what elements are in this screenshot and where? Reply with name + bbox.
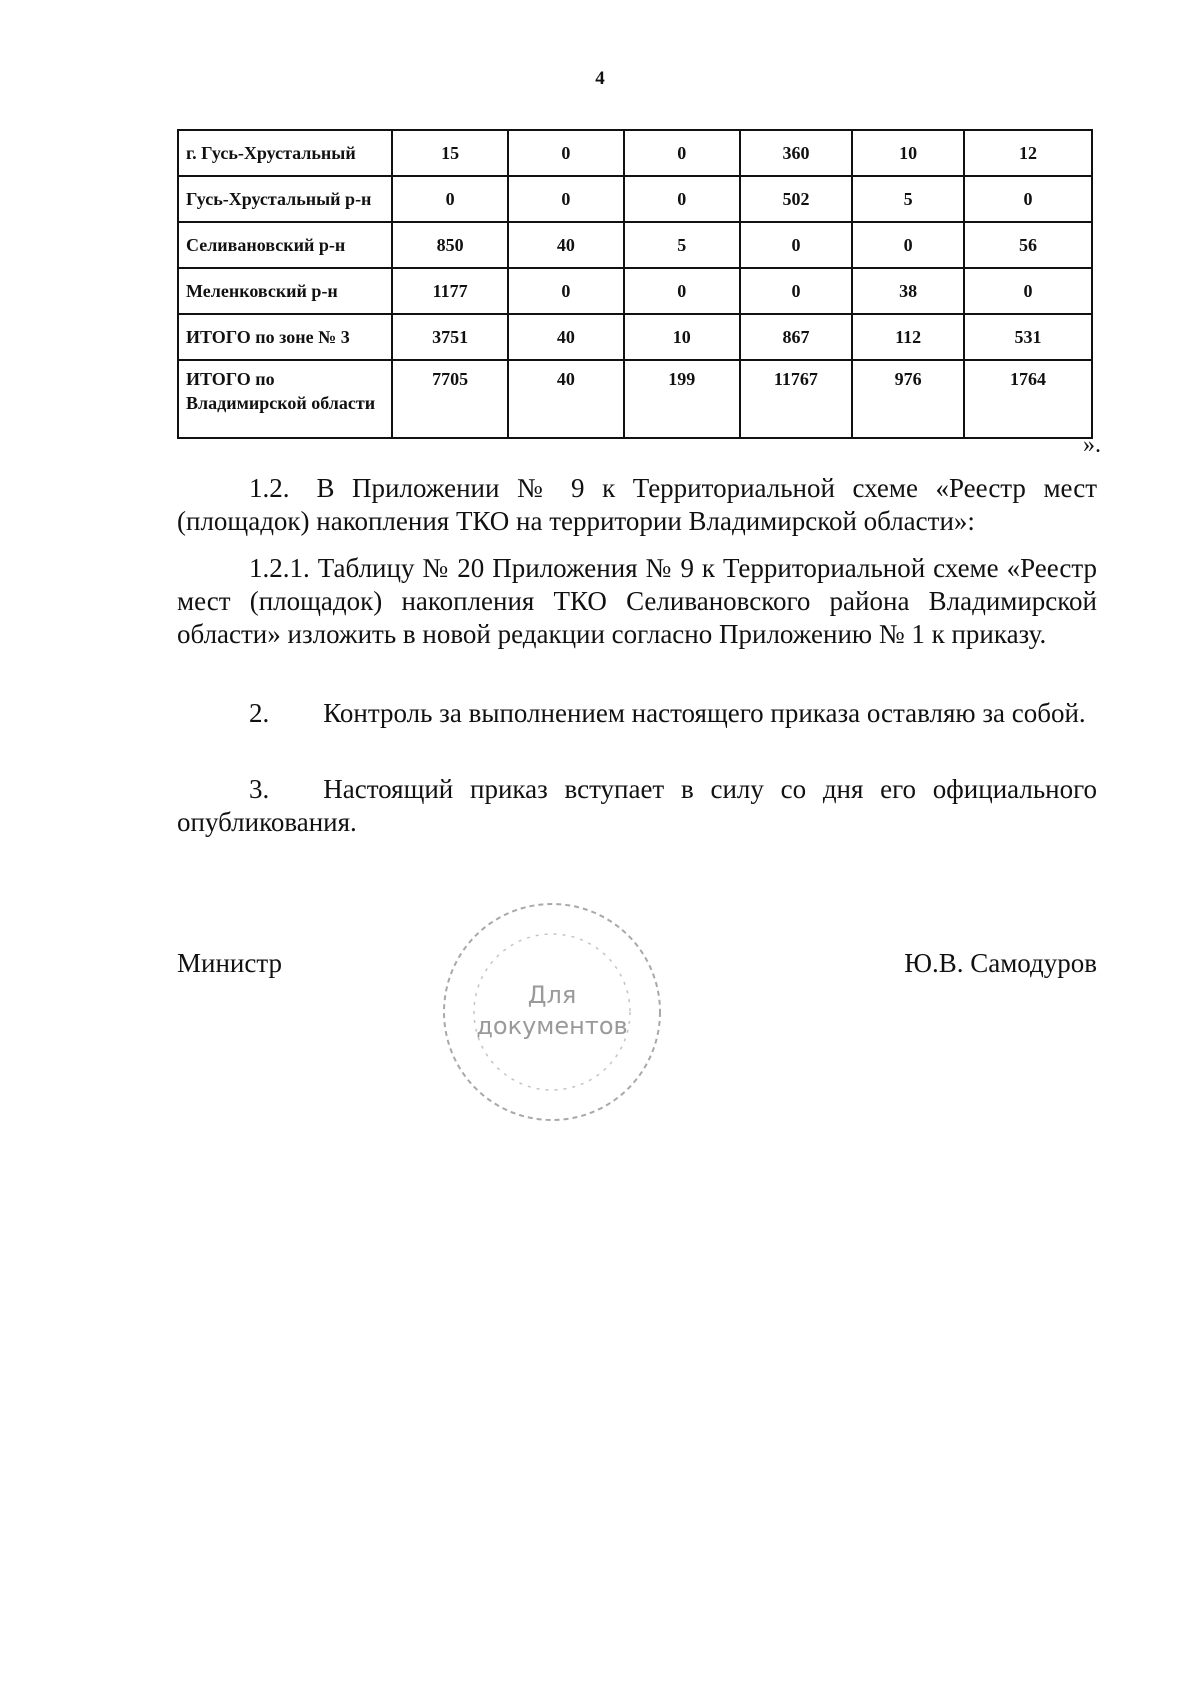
value-cell: 40	[508, 360, 624, 438]
value-cell: 0	[740, 268, 853, 314]
value-cell: 12	[964, 130, 1092, 176]
value-cell: 1764	[964, 360, 1092, 438]
signatory-title: Министр	[177, 948, 282, 978]
value-cell: 502	[740, 176, 853, 222]
stamp-text: Для	[527, 981, 577, 1009]
region-cell	[178, 360, 392, 438]
signatory-name: Ю.В. Самодуров	[904, 948, 1097, 978]
region-cell: Селивановский р-н	[178, 222, 392, 268]
table-row	[178, 176, 1092, 222]
paragraph-2: 2. Контроль за выполнением настоящего приказа оставляю за собой.	[249, 698, 1086, 728]
value-cell: 0	[964, 268, 1092, 314]
value-cell: 0	[508, 176, 624, 222]
value-cell: 850	[392, 222, 508, 268]
value-cell: 199	[624, 360, 740, 438]
paragraph-3: 3. Настоящий приказ вступает в силу со дня его официального опубликования.	[177, 774, 1097, 837]
value-cell: 40	[508, 222, 624, 268]
table-row	[178, 268, 1092, 314]
value-cell: 10	[852, 130, 964, 176]
value-cell: 112	[852, 314, 964, 360]
value-cell: 0	[852, 222, 964, 268]
region-cell: г. Гусь-Хрустальный	[178, 130, 392, 176]
table-row	[178, 222, 1092, 268]
table-row	[178, 130, 1092, 176]
value-cell: 5	[624, 222, 740, 268]
page-number: 4	[595, 68, 605, 89]
value-cell: 5	[852, 176, 964, 222]
paragraph-1-2-1: 1.2.1. Таблицу № 20 Приложения № 9 к Территориальной схеме «Реестр мест (площадок) накопления ТКО Селивановского района Владимирской области» изложить в новой редакции согласно Приложению № 1 к приказу.	[177, 553, 1097, 649]
value-cell: 0	[508, 130, 624, 176]
value-cell: 0	[964, 176, 1092, 222]
value-cell: 0	[740, 222, 853, 268]
value-cell: 15	[392, 130, 508, 176]
value-cell: 0	[508, 268, 624, 314]
official-stamp	[436, 896, 668, 1128]
region-cell-line: Владимирской области	[186, 393, 376, 413]
value-cell: 11767	[740, 360, 853, 438]
waste-sites-table	[177, 129, 1093, 439]
table-row-zone-total	[178, 314, 1092, 360]
region-cell: Гусь-Хрустальный р-н	[178, 176, 392, 222]
value-cell: 0	[624, 176, 740, 222]
value-cell: 360	[740, 130, 853, 176]
value-cell: 3751	[392, 314, 508, 360]
region-cell-line: ИТОГО по	[186, 369, 275, 389]
value-cell: 10	[624, 314, 740, 360]
stamp-text: документов	[476, 1012, 628, 1040]
value-cell: 867	[740, 314, 853, 360]
value-cell: 0	[392, 176, 508, 222]
value-cell: 0	[624, 130, 740, 176]
closing-quote: ».	[1083, 432, 1101, 458]
value-cell: 7705	[392, 360, 508, 438]
region-cell: Меленковский р-н	[178, 268, 392, 314]
value-cell: 38	[852, 268, 964, 314]
paragraph-1-2: 1.2. В Приложении № 9 к Территориальной схеме «Реестр мест (площадок) накопления ТКО на территории Владимирской области»:	[177, 473, 1097, 536]
value-cell: 40	[508, 314, 624, 360]
value-cell: 0	[624, 268, 740, 314]
region-cell: ИТОГО по зоне № 3	[178, 314, 392, 360]
value-cell: 56	[964, 222, 1092, 268]
value-cell: 1177	[392, 268, 508, 314]
value-cell: 976	[852, 360, 964, 438]
value-cell: 531	[964, 314, 1092, 360]
table-row-region-total	[178, 360, 1092, 438]
